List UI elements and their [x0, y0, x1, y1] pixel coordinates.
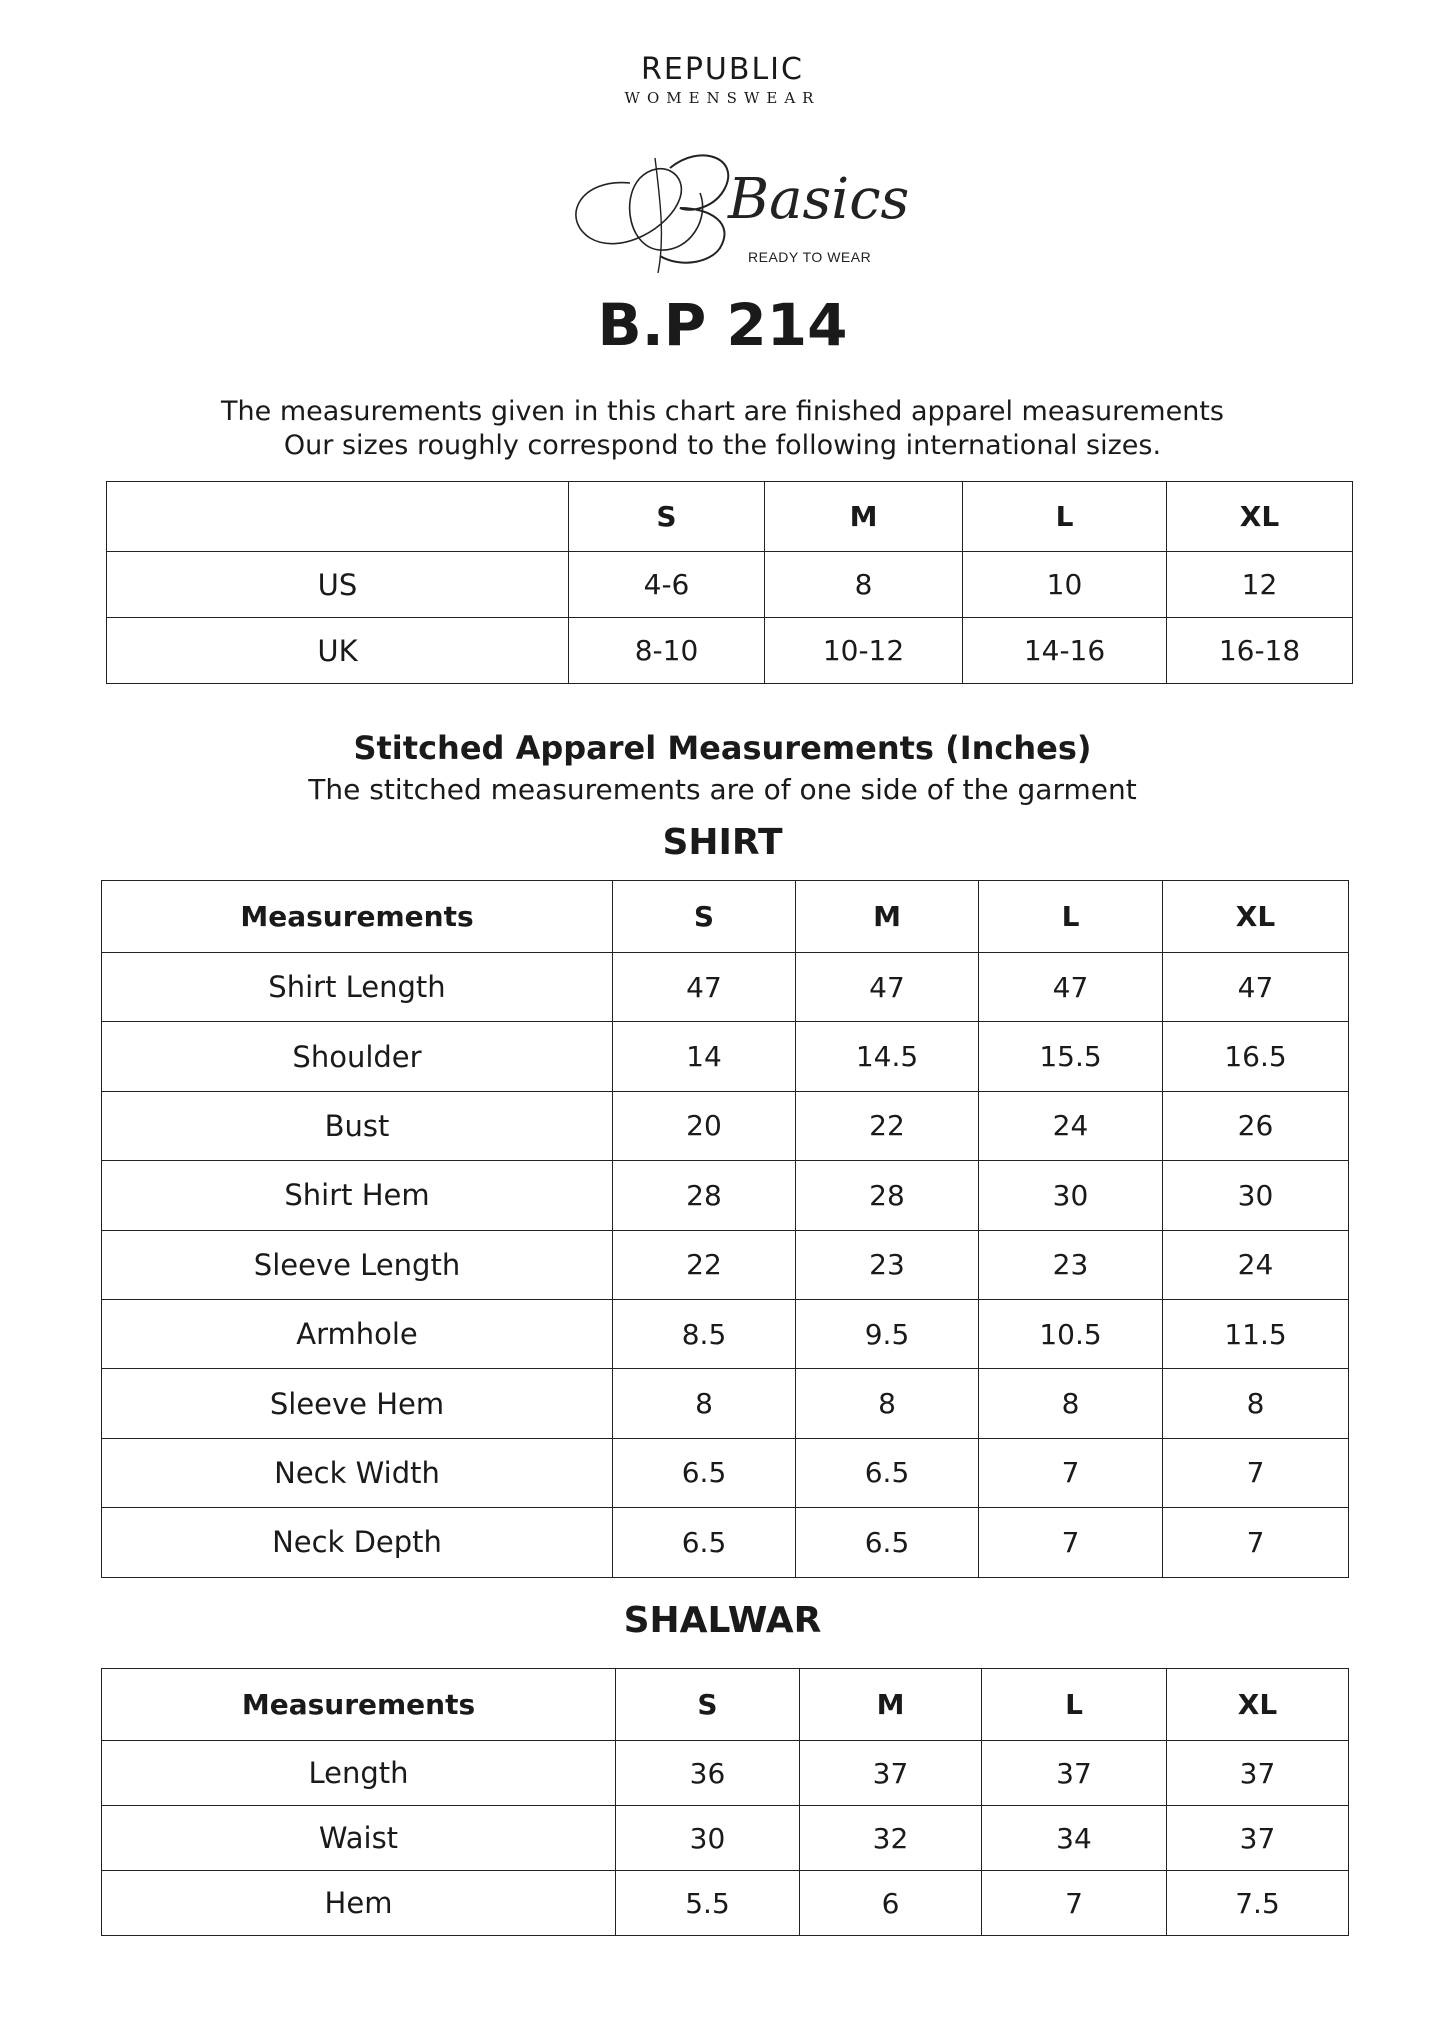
- shirt-measurements-table: [101, 880, 1349, 1578]
- table-header-row: [107, 482, 1353, 552]
- cell: 14: [613, 1022, 796, 1091]
- cell: 10.5: [979, 1299, 1163, 1368]
- cell: 8: [796, 1369, 979, 1438]
- header-cell: L: [982, 1669, 1167, 1741]
- table-row: [102, 1508, 1349, 1577]
- cell: 6.5: [796, 1438, 979, 1507]
- header-cell: [107, 482, 569, 552]
- cell: 12: [1167, 552, 1353, 618]
- cell: 7: [1163, 1438, 1349, 1507]
- table-row: [102, 1438, 1349, 1507]
- cell: 30: [979, 1161, 1163, 1230]
- cell: 20: [613, 1091, 796, 1160]
- cell: 36: [616, 1741, 800, 1806]
- shirt-heading: SHIRT: [662, 822, 783, 863]
- table-row: [102, 1806, 1349, 1871]
- cell: 32: [800, 1806, 982, 1871]
- table-row: [102, 1022, 1349, 1091]
- cell: 6.5: [613, 1438, 796, 1507]
- cell: 24: [1163, 1230, 1349, 1299]
- table-header-row: [102, 1669, 1349, 1741]
- header-cell: XL: [1167, 482, 1353, 552]
- cell: 16.5: [1163, 1022, 1349, 1091]
- cell: 14-16: [963, 618, 1167, 684]
- table-row: [107, 618, 1353, 684]
- header-cell: L: [979, 881, 1163, 953]
- cell: 7.5: [1167, 1871, 1349, 1936]
- table-row: [102, 953, 1349, 1022]
- header-cell: S: [616, 1669, 800, 1741]
- basics-logo-flourish: [560, 138, 910, 278]
- cell: 37: [1167, 1806, 1349, 1871]
- row-label: Shoulder: [102, 1022, 613, 1091]
- cell: 8: [979, 1369, 1163, 1438]
- table-row: [102, 1299, 1349, 1368]
- header-cell: Measurements: [102, 881, 613, 953]
- cell: 28: [613, 1161, 796, 1230]
- header-cell: S: [613, 881, 796, 953]
- cell: 7: [979, 1508, 1163, 1577]
- cell: 5.5: [616, 1871, 800, 1936]
- brand-subtitle: WOMENSWEAR: [624, 89, 821, 107]
- cell: 47: [1163, 953, 1349, 1022]
- cell: 8-10: [569, 618, 765, 684]
- cell: 8: [765, 552, 963, 618]
- cell: 34: [982, 1806, 1167, 1871]
- brand-header: [0, 52, 1445, 108]
- cell: 10: [963, 552, 1167, 618]
- row-label: US: [107, 552, 569, 618]
- header-cell: Measurements: [102, 1669, 616, 1741]
- cell: 28: [796, 1161, 979, 1230]
- row-label: Hem: [102, 1871, 616, 1936]
- cell: 8: [1163, 1369, 1349, 1438]
- row-label: Sleeve Hem: [102, 1369, 613, 1438]
- intro-line-1: The measurements given in this chart are finished apparel measurements: [221, 396, 1224, 427]
- cell: 7: [979, 1438, 1163, 1507]
- header-cell: S: [569, 482, 765, 552]
- header-cell: M: [765, 482, 963, 552]
- cell: 24: [979, 1091, 1163, 1160]
- cell: 26: [1163, 1091, 1349, 1160]
- intro-text: [0, 395, 1445, 463]
- shalwar-heading: SHALWAR: [623, 1600, 822, 1641]
- row-label: UK: [107, 618, 569, 684]
- cell: 10-12: [765, 618, 963, 684]
- cell: 7: [1163, 1508, 1349, 1577]
- row-label: Armhole: [102, 1299, 613, 1368]
- cell: 47: [613, 953, 796, 1022]
- header-cell: M: [796, 881, 979, 953]
- cell: 14.5: [796, 1022, 979, 1091]
- cell: 8: [613, 1369, 796, 1438]
- cell: 9.5: [796, 1299, 979, 1368]
- stitched-section-title: Stitched Apparel Measurements (Inches): [353, 729, 1092, 767]
- cell: 37: [800, 1741, 982, 1806]
- table-row: [102, 1741, 1349, 1806]
- row-label: Waist: [102, 1806, 616, 1871]
- row-label: Shirt Length: [102, 953, 613, 1022]
- logo-tagline: READY TO WEAR: [748, 249, 872, 265]
- table-row: [102, 1161, 1349, 1230]
- header-cell: XL: [1167, 1669, 1349, 1741]
- cell: 11.5: [1163, 1299, 1349, 1368]
- row-label: Bust: [102, 1091, 613, 1160]
- cell: 37: [982, 1741, 1167, 1806]
- cell: 7: [982, 1871, 1167, 1936]
- table-row: [102, 1369, 1349, 1438]
- cell: 4-6: [569, 552, 765, 618]
- table-row: [107, 552, 1353, 618]
- table-row: [102, 1871, 1349, 1936]
- cell: 6.5: [796, 1508, 979, 1577]
- cell: 16-18: [1167, 618, 1353, 684]
- international-size-table: [106, 481, 1353, 684]
- row-label: Length: [102, 1741, 616, 1806]
- table-row: [102, 1091, 1349, 1160]
- header-cell: L: [963, 482, 1167, 552]
- cell: 47: [979, 953, 1163, 1022]
- logo-script-text: Basics: [728, 167, 910, 232]
- row-label: Neck Width: [102, 1438, 613, 1507]
- header-cell: XL: [1163, 881, 1349, 953]
- table-row: [102, 1230, 1349, 1299]
- document-title: B.P 214: [597, 291, 848, 359]
- cell: 23: [796, 1230, 979, 1299]
- header-cell: M: [800, 1669, 982, 1741]
- cell: 8.5: [613, 1299, 796, 1368]
- cell: 15.5: [979, 1022, 1163, 1091]
- cell: 37: [1167, 1741, 1349, 1806]
- cell: 47: [796, 953, 979, 1022]
- stitched-section-subtitle: The stitched measurements are of one side of the garment: [308, 773, 1137, 806]
- intro-line-2: Our sizes roughly correspond to the following international sizes.: [283, 430, 1162, 461]
- cell: 30: [616, 1806, 800, 1871]
- basics-logo: [560, 138, 910, 278]
- cell: 23: [979, 1230, 1163, 1299]
- shalwar-measurements-table: [101, 1668, 1349, 1936]
- cell: 6: [800, 1871, 982, 1936]
- cell: 22: [796, 1091, 979, 1160]
- brand-name: REPUBLIC: [641, 52, 804, 87]
- cell: 30: [1163, 1161, 1349, 1230]
- cell: 22: [613, 1230, 796, 1299]
- table-header-row: [102, 881, 1349, 953]
- row-label: Sleeve Length: [102, 1230, 613, 1299]
- row-label: Shirt Hem: [102, 1161, 613, 1230]
- cell: 6.5: [613, 1508, 796, 1577]
- row-label: Neck Depth: [102, 1508, 613, 1577]
